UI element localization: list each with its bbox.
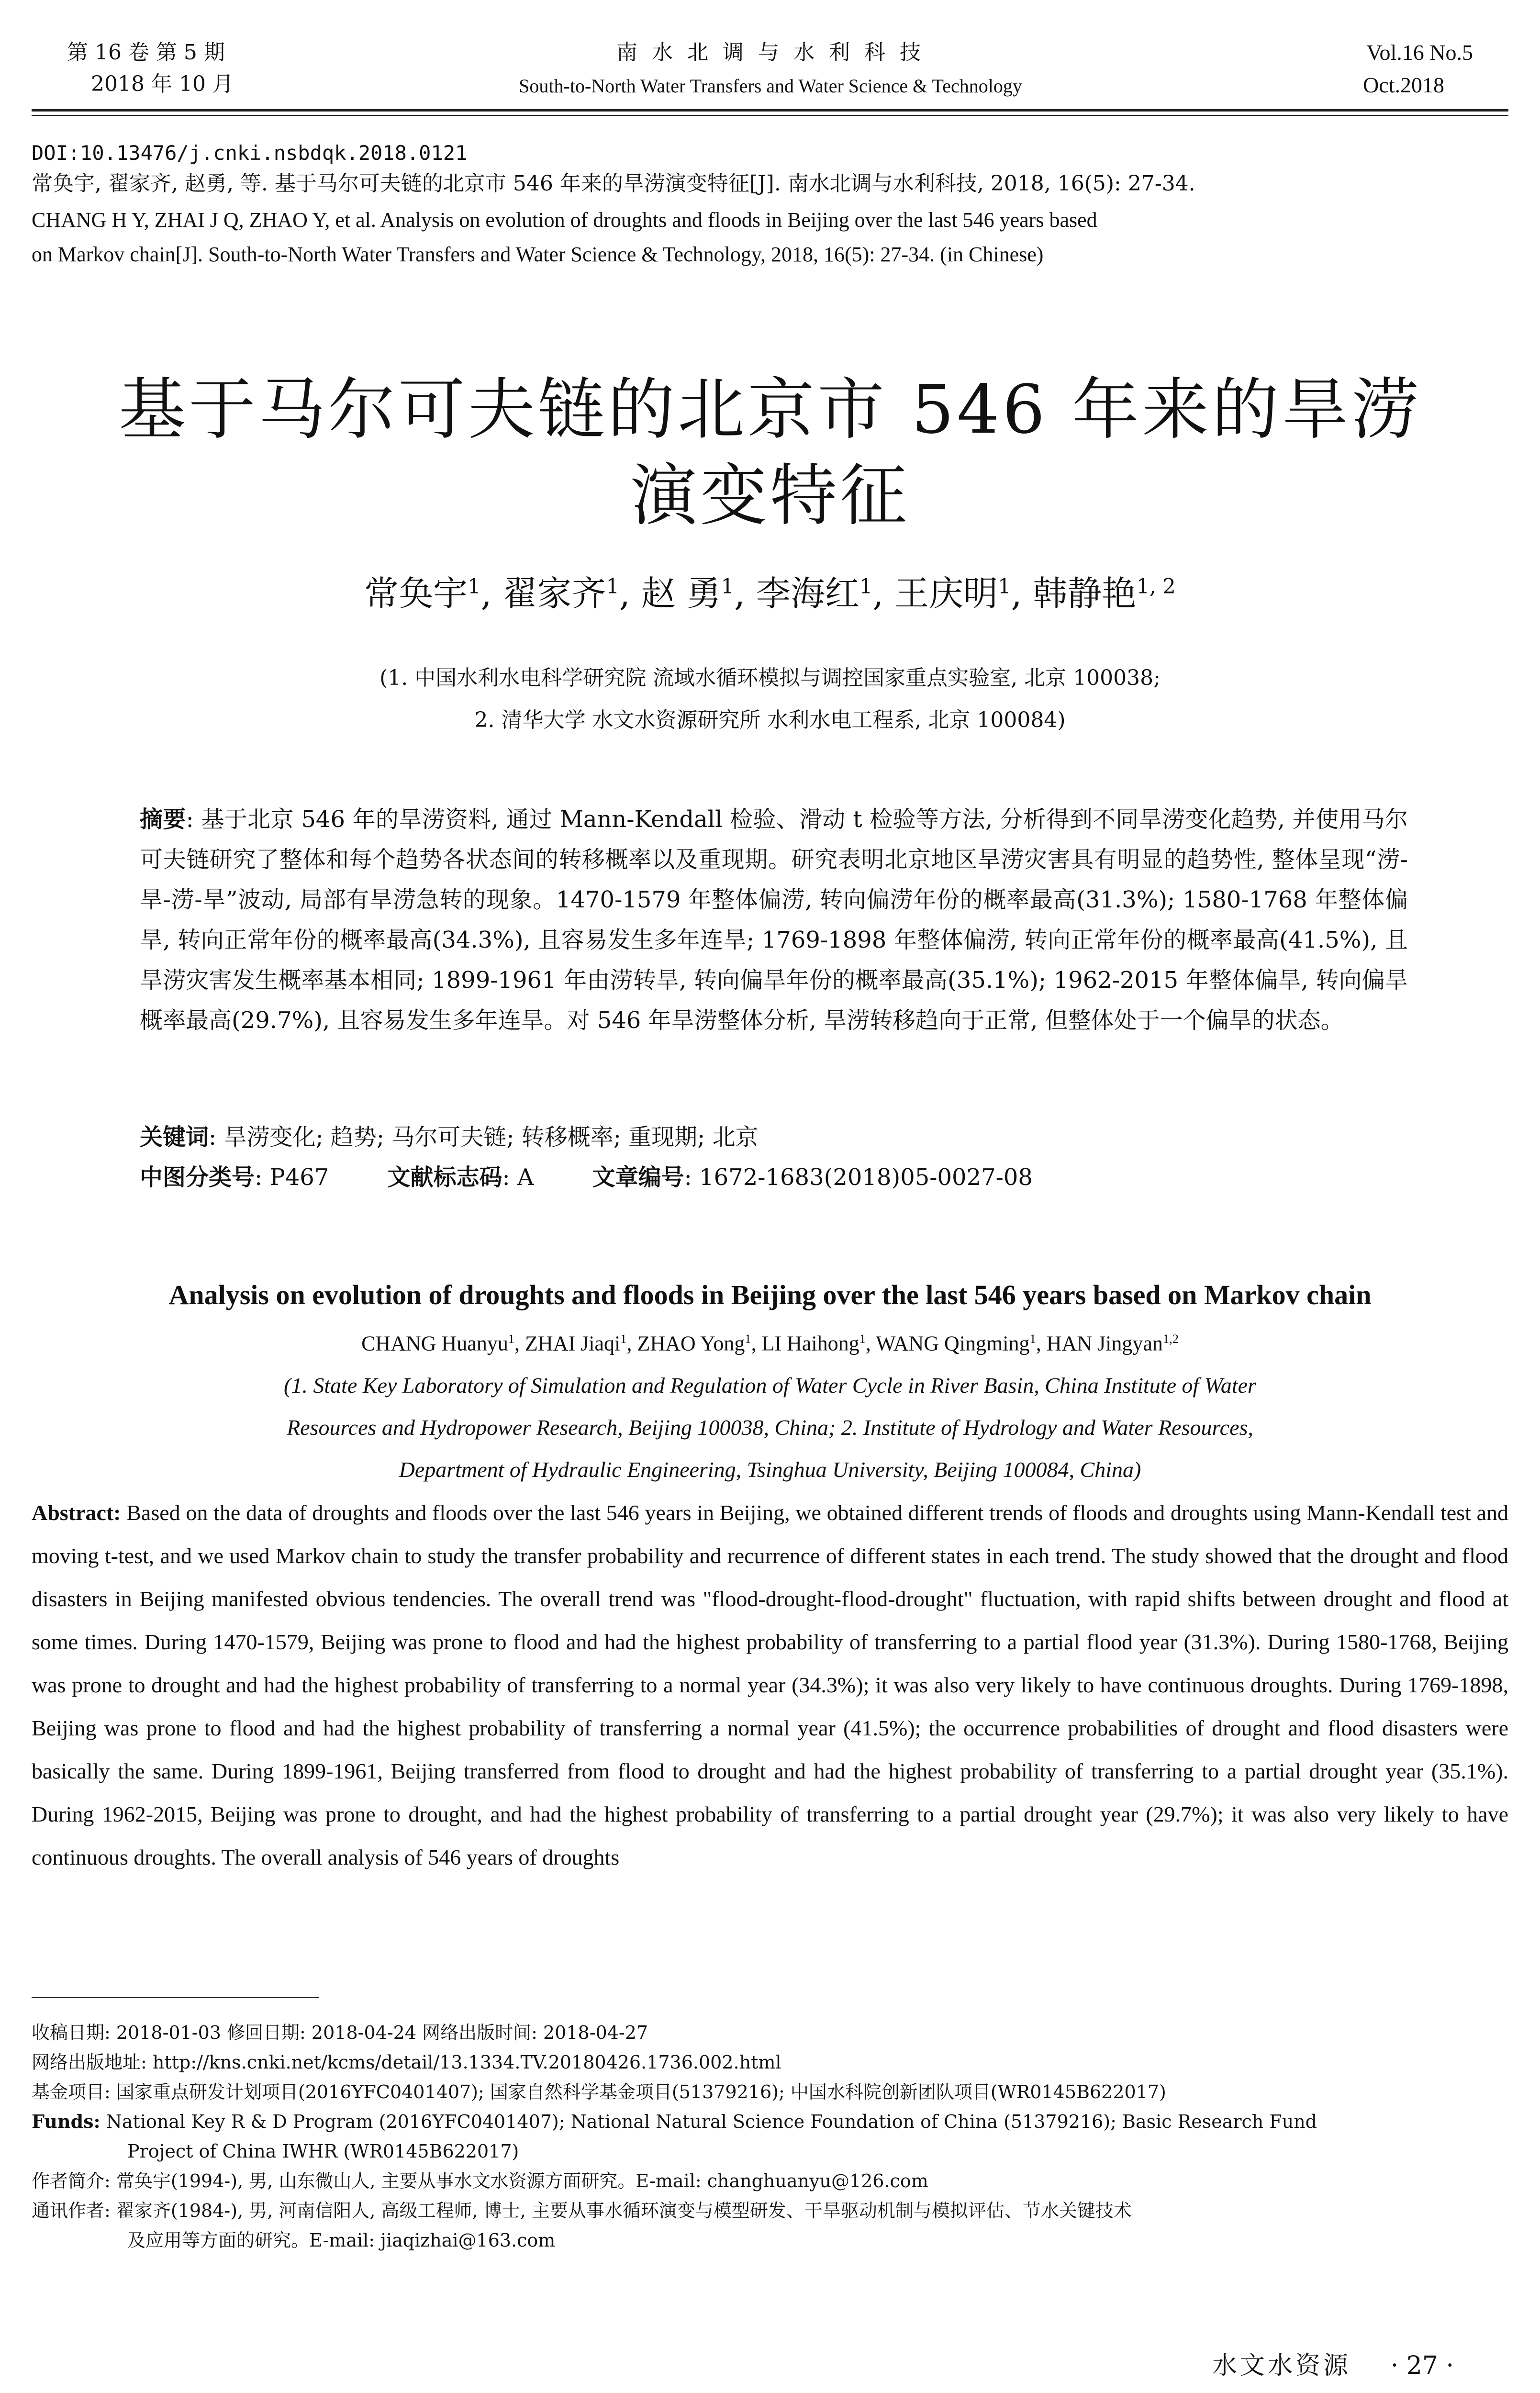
- abstract-en-text: Based on the data of droughts and floods over the last 546 years in Beijing, we obtained different trends of floods and droughts using Mann-Kendall test and moving t-test, and we used Markov chain to study the transfer probability and recurrence of different states in each trend. The study showed that the drought and flood disasters in Beijing manifested obvious tendencies. The overall trend was "flood-drought-flood-drought" fluctuation, with rapid shifts between drought and flood at some times. During 1470-1579, Beijing was prone to flood and had the highest probability of transferring to a partial flood year (31.3%). During 1580-1768, Beijing was prone to drought and had the highest probability of transferring to a normal year (34.3%); it was also very likely to have continuous droughts. During 1769-1898, Beijing was prone to flood and had the highest probability of transferring a normal year (41.5%); the occurrence probabilities of drought and flood disasters were basically the same. During 1899-1961, Beijing transferred from flood to drought and had the highest probability of transferring to a partial drought year (35.1%). During 1962-2015, Beijing was prone to drought, and had the highest probability of transferring to a partial drought year (29.7%); it was also very likely to have continuous droughts. The overall analysis of 546 years of droughts: [32, 1500, 1509, 1869]
- author-sup: 1,2: [1162, 1331, 1179, 1346]
- author-sup: 1: [468, 575, 481, 599]
- author-sup: 1: [1029, 1331, 1036, 1346]
- header-rule-thin: [32, 115, 1508, 116]
- author-zh: 常奂宇: [364, 573, 468, 614]
- footnote-rule: [32, 1997, 319, 1998]
- fund-en-label: Funds:: [32, 2111, 100, 2132]
- affiliation-en-line2: Resources and Hydropower Research, Beijing 100038, China; 2. Institute of Hydrology and Water Resources,: [287, 1415, 1253, 1440]
- author-en: LI Haihong: [761, 1331, 859, 1355]
- article-value: 1672-1683(2018)05-0027-08: [699, 1164, 1033, 1191]
- doi[interactable]: DOI:10.13476/j.cnki.nsbdqk.2018.0121: [32, 141, 468, 165]
- citation-en-line2: on Markov chain[J]. South-to-North Water Transfers and Water Science & Technology, 2018, 16(5): 27-34. (in Chinese): [32, 243, 1044, 266]
- authors-en: CHANG Huanyu$^1$, ZHAI Jiaqi$^1$, ZHAO Yong$^1$, LI Haihong$^1$, WANG Qingming$^1$, HAN Jingyan$^{1,2}$: [361, 1331, 1179, 1355]
- header-rule-thick: [32, 109, 1508, 112]
- keywords-zh-text: 旱涝变化; 趋势; 马尔可夫链; 转移概率; 重现期; 北京: [223, 1124, 759, 1151]
- footnote-fund-en-line2: Project of China IWHR (WR0145B622017): [127, 2141, 519, 2162]
- author-sup: 1: [859, 1331, 866, 1346]
- title-zh-line1: 基于马尔可夫链的北京市 546 年来的旱涝: [118, 371, 1422, 449]
- footnote-author1: 作者简介: 常奂宇(1994-), 男, 山东微山人, 主要从事水文水资源方面研究。E-mail: changhuanyu@126.com: [32, 2170, 928, 2192]
- header-journal-zh: 南 水 北 调 与 水 利 科 技: [616, 40, 925, 65]
- page-number: · 27 ·: [1390, 2351, 1454, 2380]
- footnotes: [32, 2018, 1508, 2255]
- footnote-fund-en: [32, 2107, 1508, 2136]
- footer-section: 水文水资源: [1212, 2351, 1351, 2380]
- author-en: CHANG Huanyu: [361, 1331, 508, 1355]
- author-zh: 翟家齐: [502, 573, 606, 614]
- author-sup: 1: [859, 575, 873, 599]
- class-label: 中图分类号: [140, 1164, 255, 1191]
- keywords-zh: 关键词: 旱涝变化; 趋势; 马尔可夫链; 转移概率; 重现期; 北京: [140, 1124, 759, 1151]
- code-label: 文献标志码: [387, 1164, 502, 1191]
- header-vol-en: Vol.16 No.5: [1366, 40, 1473, 65]
- classification-line: 中图分类号: P467 文献标志码: A 文章编号: 1672-1683(2018)05-0027-08: [140, 1164, 1033, 1191]
- author-zh: 王庆明: [894, 573, 998, 614]
- abstract-zh-label: 摘要: [140, 806, 186, 833]
- footnote-fund-zh: 基金项目: 国家重点研发计划项目(2016YFC0401407); 国家自然科学基金项目(51379216); 中国水科院创新团队项目(WR0145B622017): [32, 2081, 1166, 2102]
- author-en: ZHAI Jiaqi: [525, 1331, 621, 1355]
- footnote-received: 收稿日期: 2018-01-03 修回日期: 2018-04-24 网络出版时间: 2018-04-27: [32, 2022, 648, 2043]
- footnote-url[interactable]: 网络出版地址: http://kns.cnki.net/kcms/detail/13.1334.TV.20180426.1736.002.html: [32, 2052, 781, 2073]
- author-sup: 1: [508, 1331, 515, 1346]
- title-en: Analysis on evolution of droughts and floods in Beijing over the last 546 years based on Markov chain: [168, 1279, 1372, 1310]
- abstract-en-label: Abstract:: [32, 1500, 121, 1525]
- author-en: WANG Qingming: [876, 1331, 1030, 1355]
- citation-en-line1: CHANG H Y, ZHAI J Q, ZHAO Y, et al. Analysis on evolution of droughts and floods in Beijing over the last 546 years based: [32, 208, 1097, 232]
- header-date-en: Oct.2018: [1363, 73, 1444, 97]
- title-zh-line2: 演变特征: [630, 457, 910, 535]
- citation-zh: 常奂宇, 翟家齐, 赵勇, 等. 基于马尔可夫链的北京市 546 年来的旱涝演变特征[J]. 南水北调与水利科技, 2018, 16(5): 27-34.: [32, 171, 1195, 196]
- abstract-zh-text: 基于北京 546 年的旱涝资料, 通过 Mann-Kendall 检验、滑动 t 检验等方法, 分析得到不同旱涝变化趋势, 并使用马尔可夫链研究了整体和每个趋势各状态间的转移概率以及重现期。研究表明北京地区旱涝灾害具有明显的趋势性, 整体呈现“涝-旱-涝-旱”波动, 局部有旱涝急转的现象。1470-1579 年整体偏涝, 转向偏涝年份的概率最高(31.3%); 1580-1768 年整体偏旱, 转向正常年份的概率最高(34.3%), 且容易发生多年连旱; 1769-1898 年整体偏涝, 转向正常年份的概率最高(41.5%), 且旱涝灾害发生概率基本相同; 1899-1961 年由涝转旱, 转向偏旱年份的概率最高(35.1%); 1962-2015 年整体偏旱, 转向偏旱概率最高(29.7%), 且容易发生多年连旱。对 546 年旱涝整体分析, 旱涝转移趋向于正常, 但整体处于一个偏旱的状态。: [140, 806, 1408, 1034]
- affiliation-zh-line2: 2. 清华大学 水文水资源研究所 水利水电工程系, 北京 100084): [474, 708, 1066, 732]
- page-footer: [1212, 2345, 1454, 2381]
- affiliation-en-line1: (1. State Key Laboratory of Simulation and Regulation of Water Cycle in River Basin, China Institute of Water: [284, 1373, 1256, 1398]
- header-volume-issue: 第 16 卷 第 5 期: [67, 40, 225, 65]
- code-value: A: [517, 1164, 534, 1191]
- abstract-en: [32, 1491, 1508, 1879]
- author-sup: 1: [620, 1331, 627, 1346]
- author-sup: 1: [998, 575, 1011, 599]
- affiliation-en-line3: Department of Hydraulic Engineering, Tsinghua University, Beijing 100084, China): [399, 1457, 1141, 1482]
- author-zh: 赵 勇: [641, 573, 721, 614]
- author-en: ZHAO Yong: [637, 1331, 745, 1355]
- abstract-zh: 摘要: 基于北京 546 年的旱涝资料, 通过 Mann-Kendall 检验、滑动 t 检验等方法, 分析得到不同旱涝变化趋势, 并使用马尔可夫链研究了整体和每个趋势各状态间的转移概率以及重现期。研究表明北京地区旱涝灾害具有明显的趋势性, 整体呈现“涝-旱-涝-旱”波动, 局部有旱涝急转的现象。1470-1579 年整体偏涝, 转向偏涝年份的概率最高(31.3%); 1580-1768 年整体偏旱, 转向正常年份的概率最高(34.3%), 且容易发生多年连旱; 1769-1898 年整体偏涝, 转向正常年份的概率最高(41.5%), 且旱涝灾害发生概率基本相同; 1899-1961 年由涝转旱, 转向偏旱年份的概率最高(35.1%); 1962-2015 年整体偏旱, 转向偏旱概率最高(29.7%), 且容易发生多年连旱。对 546 年旱涝整体分析, 旱涝转移趋向于正常, 但整体处于一个偏旱的状态。: [140, 806, 1408, 1034]
- author-sup: 1, 2: [1136, 575, 1176, 599]
- article-label: 文章编号: [592, 1164, 684, 1191]
- footnote-author2-line2: 及应用等方面的研究。E-mail: jiaqizhai@163.com: [127, 2230, 556, 2251]
- authors-zh: 常奂宇$^1$, 翟家齐$^1$, 赵 勇$^1$, 李海红$^1$, 王庆明$^1$, 韩静艳$^{1, 2}$: [364, 573, 1176, 614]
- author-zh: 李海红: [756, 573, 859, 614]
- author-sup: 1: [721, 575, 735, 599]
- author-zh: 韩静艳: [1033, 573, 1137, 614]
- author-en: HAN Jingyan: [1046, 1331, 1163, 1355]
- header-date: 2018 年 10 月: [91, 72, 234, 96]
- fund-en-line1: National Key R & D Program (2016YFC0401407); National Natural Science Foundation of China (51379216); Basic Research Fund: [106, 2111, 1317, 2132]
- author-sup: 1: [606, 575, 619, 599]
- affiliation-zh-line1: (1. 中国水利水电科学研究院 流域水循环模拟与调控国家重点实验室, 北京 100038;: [379, 666, 1161, 690]
- footnote-author2: 通讯作者: 翟家齐(1984-), 男, 河南信阳人, 高级工程师, 博士, 主要从事水循环演变与模型研发、干旱驱动机制与模拟评估、节水关键技术: [32, 2200, 1132, 2221]
- keywords-zh-label: 关键词: [140, 1124, 209, 1151]
- class-value: P467: [269, 1164, 329, 1191]
- header-journal-en: South-to-North Water Transfers and Water Science & Technology: [519, 75, 1022, 97]
- author-sup: 1: [745, 1331, 751, 1346]
